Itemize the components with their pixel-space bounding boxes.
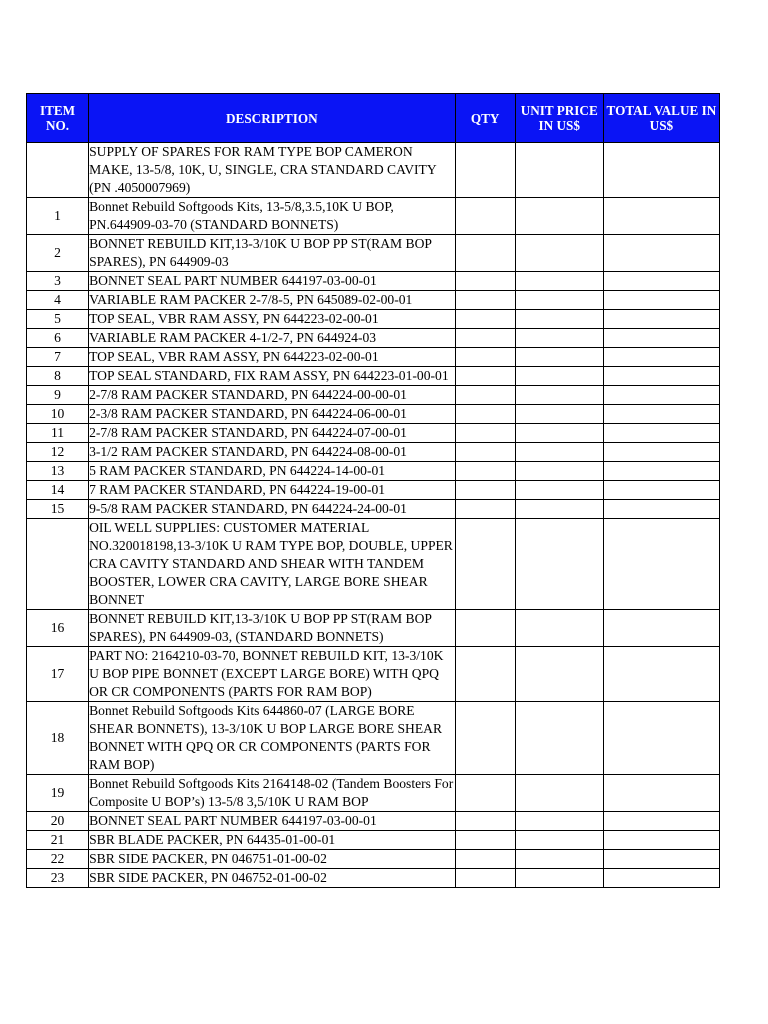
unit-price-cell	[515, 143, 603, 198]
total-value-cell	[603, 367, 719, 386]
description-cell: Bonnet Rebuild Softgoods Kits 2164148-02 (Tandem Boosters For Composite U BOP’s) 13-5/8 3,5/10K U RAM BOP	[89, 775, 456, 812]
header-unit-price: UNIT PRICE IN US$	[515, 94, 603, 143]
header-total-value: TOTAL VALUE IN US$	[603, 94, 719, 143]
item-number-cell: 11	[27, 424, 89, 443]
total-value-cell	[603, 272, 719, 291]
table-row	[27, 143, 720, 198]
qty-cell	[455, 702, 515, 775]
table-row	[27, 869, 720, 888]
description-cell: SBR SIDE PACKER, PN 046752-01-00-02	[89, 869, 456, 888]
total-value-cell	[603, 198, 719, 235]
description-cell: BONNET SEAL PART NUMBER 644197-03-00-01	[89, 272, 456, 291]
table-row	[27, 424, 720, 443]
unit-price-cell	[515, 367, 603, 386]
total-value-cell	[603, 850, 719, 869]
table-row	[27, 348, 720, 367]
total-value-cell	[603, 348, 719, 367]
unit-price-cell	[515, 869, 603, 888]
total-value-cell	[603, 443, 719, 462]
unit-price-cell	[515, 348, 603, 367]
qty-cell	[455, 831, 515, 850]
qty-cell	[455, 812, 515, 831]
table-row	[27, 481, 720, 500]
description-cell: 2-7/8 RAM PACKER STANDARD, PN 644224-07-00-01	[89, 424, 456, 443]
description-cell: Bonnet Rebuild Softgoods Kits 644860-07 (LARGE BORE SHEAR BONNETS), 13-3/10K U BOP LARGE BORE SHEAR BONNET WITH QPQ OR CR COMPONENTS (PARTS FOR RAM BOP)	[89, 702, 456, 775]
unit-price-cell	[515, 812, 603, 831]
unit-price-cell	[515, 291, 603, 310]
item-number-cell: 3	[27, 272, 89, 291]
qty-cell	[455, 647, 515, 702]
unit-price-cell	[515, 500, 603, 519]
qty-cell	[455, 291, 515, 310]
item-number-cell: 16	[27, 610, 89, 647]
qty-cell	[455, 610, 515, 647]
total-value-cell	[603, 610, 719, 647]
description-cell: 9-5/8 RAM PACKER STANDARD, PN 644224-24-00-01	[89, 500, 456, 519]
header-item-no: ITEM NO.	[27, 94, 89, 143]
item-number-cell: 21	[27, 831, 89, 850]
spares-table	[26, 93, 720, 888]
qty-cell	[455, 443, 515, 462]
description-cell: Bonnet Rebuild Softgoods Kits, 13-5/8,3.5,10K U BOP, PN.644909-03-70 (STANDARD BONNETS)	[89, 198, 456, 235]
description-cell: SBR SIDE PACKER, PN 046751-01-00-02	[89, 850, 456, 869]
table-row	[27, 272, 720, 291]
unit-price-cell	[515, 519, 603, 610]
total-value-cell	[603, 812, 719, 831]
table-row	[27, 702, 720, 775]
description-cell: SBR BLADE PACKER, PN 64435-01-00-01	[89, 831, 456, 850]
total-value-cell	[603, 831, 719, 850]
table-row	[27, 405, 720, 424]
item-number-cell: 9	[27, 386, 89, 405]
table-row	[27, 367, 720, 386]
unit-price-cell	[515, 424, 603, 443]
total-value-cell	[603, 647, 719, 702]
total-value-cell	[603, 500, 719, 519]
item-number-cell: 18	[27, 702, 89, 775]
unit-price-cell	[515, 386, 603, 405]
qty-cell	[455, 519, 515, 610]
table-row	[27, 812, 720, 831]
description-cell: 5 RAM PACKER STANDARD, PN 644224-14-00-01	[89, 462, 456, 481]
unit-price-cell	[515, 850, 603, 869]
qty-cell	[455, 348, 515, 367]
qty-cell	[455, 850, 515, 869]
table-row	[27, 198, 720, 235]
unit-price-cell	[515, 329, 603, 348]
total-value-cell	[603, 775, 719, 812]
description-cell: BONNET REBUILD KIT,13-3/10K U BOP PP ST(RAM BOP SPARES), PN 644909-03	[89, 235, 456, 272]
description-cell: 2-7/8 RAM PACKER STANDARD, PN 644224-00-00-01	[89, 386, 456, 405]
qty-cell	[455, 198, 515, 235]
total-value-cell	[603, 702, 719, 775]
item-number-cell: 15	[27, 500, 89, 519]
total-value-cell	[603, 329, 719, 348]
table-header	[27, 94, 720, 143]
total-value-cell	[603, 386, 719, 405]
qty-cell	[455, 869, 515, 888]
item-number-cell: 10	[27, 405, 89, 424]
unit-price-cell	[515, 702, 603, 775]
description-cell: 7 RAM PACKER STANDARD, PN 644224-19-00-01	[89, 481, 456, 500]
description-cell: VARIABLE RAM PACKER 2-7/8-5, PN 645089-02-00-01	[89, 291, 456, 310]
total-value-cell	[603, 424, 719, 443]
item-number-cell: 12	[27, 443, 89, 462]
unit-price-cell	[515, 831, 603, 850]
description-cell: TOP SEAL, VBR RAM ASSY, PN 644223-02-00-01	[89, 310, 456, 329]
item-number-cell: 13	[27, 462, 89, 481]
qty-cell	[455, 310, 515, 329]
item-number-cell: 22	[27, 850, 89, 869]
item-number-cell: 17	[27, 647, 89, 702]
table-row	[27, 291, 720, 310]
qty-cell	[455, 329, 515, 348]
table-row	[27, 386, 720, 405]
header-description: DESCRIPTION	[89, 94, 456, 143]
unit-price-cell	[515, 198, 603, 235]
table-row	[27, 519, 720, 610]
description-cell: OIL WELL SUPPLIES: CUSTOMER MATERIAL NO.320018198,13-3/10K U RAM TYPE BOP, DOUBLE, UPPER CRA CAVITY STANDARD AND SHEAR WITH TANDEM BOOSTER, LOWER CRA CAVITY, LARGE BORE SHEAR BONNET	[89, 519, 456, 610]
header-qty: QTY	[455, 94, 515, 143]
item-number-cell: 6	[27, 329, 89, 348]
qty-cell	[455, 500, 515, 519]
qty-cell	[455, 386, 515, 405]
description-cell: BONNET REBUILD KIT,13-3/10K U BOP PP ST(RAM BOP SPARES), PN 644909-03, (STANDARD BONNETS)	[89, 610, 456, 647]
unit-price-cell	[515, 405, 603, 424]
unit-price-cell	[515, 235, 603, 272]
item-number-cell: 8	[27, 367, 89, 386]
table-row	[27, 775, 720, 812]
unit-price-cell	[515, 462, 603, 481]
table-row	[27, 462, 720, 481]
total-value-cell	[603, 235, 719, 272]
qty-cell	[455, 143, 515, 198]
table-row	[27, 310, 720, 329]
total-value-cell	[603, 310, 719, 329]
unit-price-cell	[515, 443, 603, 462]
description-cell: PART NO: 2164210-03-70, BONNET REBUILD KIT, 13-3/10K U BOP PIPE BONNET (EXCEPT LARGE BORE) WITH QPQ OR CR COMPONENTS (PARTS FOR RAM BOP)	[89, 647, 456, 702]
qty-cell	[455, 235, 515, 272]
item-number-cell: 14	[27, 481, 89, 500]
unit-price-cell	[515, 481, 603, 500]
item-number-cell: 5	[27, 310, 89, 329]
total-value-cell	[603, 869, 719, 888]
table-row	[27, 831, 720, 850]
description-cell: BONNET SEAL PART NUMBER 644197-03-00-01	[89, 812, 456, 831]
qty-cell	[455, 272, 515, 291]
table-row	[27, 610, 720, 647]
item-number-cell	[27, 143, 89, 198]
unit-price-cell	[515, 310, 603, 329]
table-row	[27, 647, 720, 702]
total-value-cell	[603, 519, 719, 610]
total-value-cell	[603, 481, 719, 500]
item-number-cell: 20	[27, 812, 89, 831]
table-body	[27, 143, 720, 888]
item-number-cell: 23	[27, 869, 89, 888]
qty-cell	[455, 405, 515, 424]
table-row	[27, 443, 720, 462]
item-number-cell: 7	[27, 348, 89, 367]
unit-price-cell	[515, 647, 603, 702]
table-row	[27, 235, 720, 272]
item-number-cell: 1	[27, 198, 89, 235]
total-value-cell	[603, 143, 719, 198]
description-cell: TOP SEAL STANDARD, FIX RAM ASSY, PN 644223-01-00-01	[89, 367, 456, 386]
unit-price-cell	[515, 610, 603, 647]
total-value-cell	[603, 405, 719, 424]
description-cell: VARIABLE RAM PACKER 4-1/2-7, PN 644924-03	[89, 329, 456, 348]
qty-cell	[455, 424, 515, 443]
total-value-cell	[603, 462, 719, 481]
qty-cell	[455, 775, 515, 812]
qty-cell	[455, 481, 515, 500]
description-cell: TOP SEAL, VBR RAM ASSY, PN 644223-02-00-01	[89, 348, 456, 367]
description-cell: 2-3/8 RAM PACKER STANDARD, PN 644224-06-00-01	[89, 405, 456, 424]
qty-cell	[455, 462, 515, 481]
description-cell: SUPPLY OF SPARES FOR RAM TYPE BOP CAMERON MAKE, 13-5/8, 10K, U, SINGLE, CRA STANDARD CAVITY (PN .4050007969)	[89, 143, 456, 198]
unit-price-cell	[515, 272, 603, 291]
total-value-cell	[603, 291, 719, 310]
table-row	[27, 500, 720, 519]
description-cell: 3-1/2 RAM PACKER STANDARD, PN 644224-08-00-01	[89, 443, 456, 462]
item-number-cell: 2	[27, 235, 89, 272]
item-number-cell: 4	[27, 291, 89, 310]
unit-price-cell	[515, 775, 603, 812]
table-row	[27, 850, 720, 869]
qty-cell	[455, 367, 515, 386]
item-number-cell: 19	[27, 775, 89, 812]
table-row	[27, 329, 720, 348]
item-number-cell	[27, 519, 89, 610]
